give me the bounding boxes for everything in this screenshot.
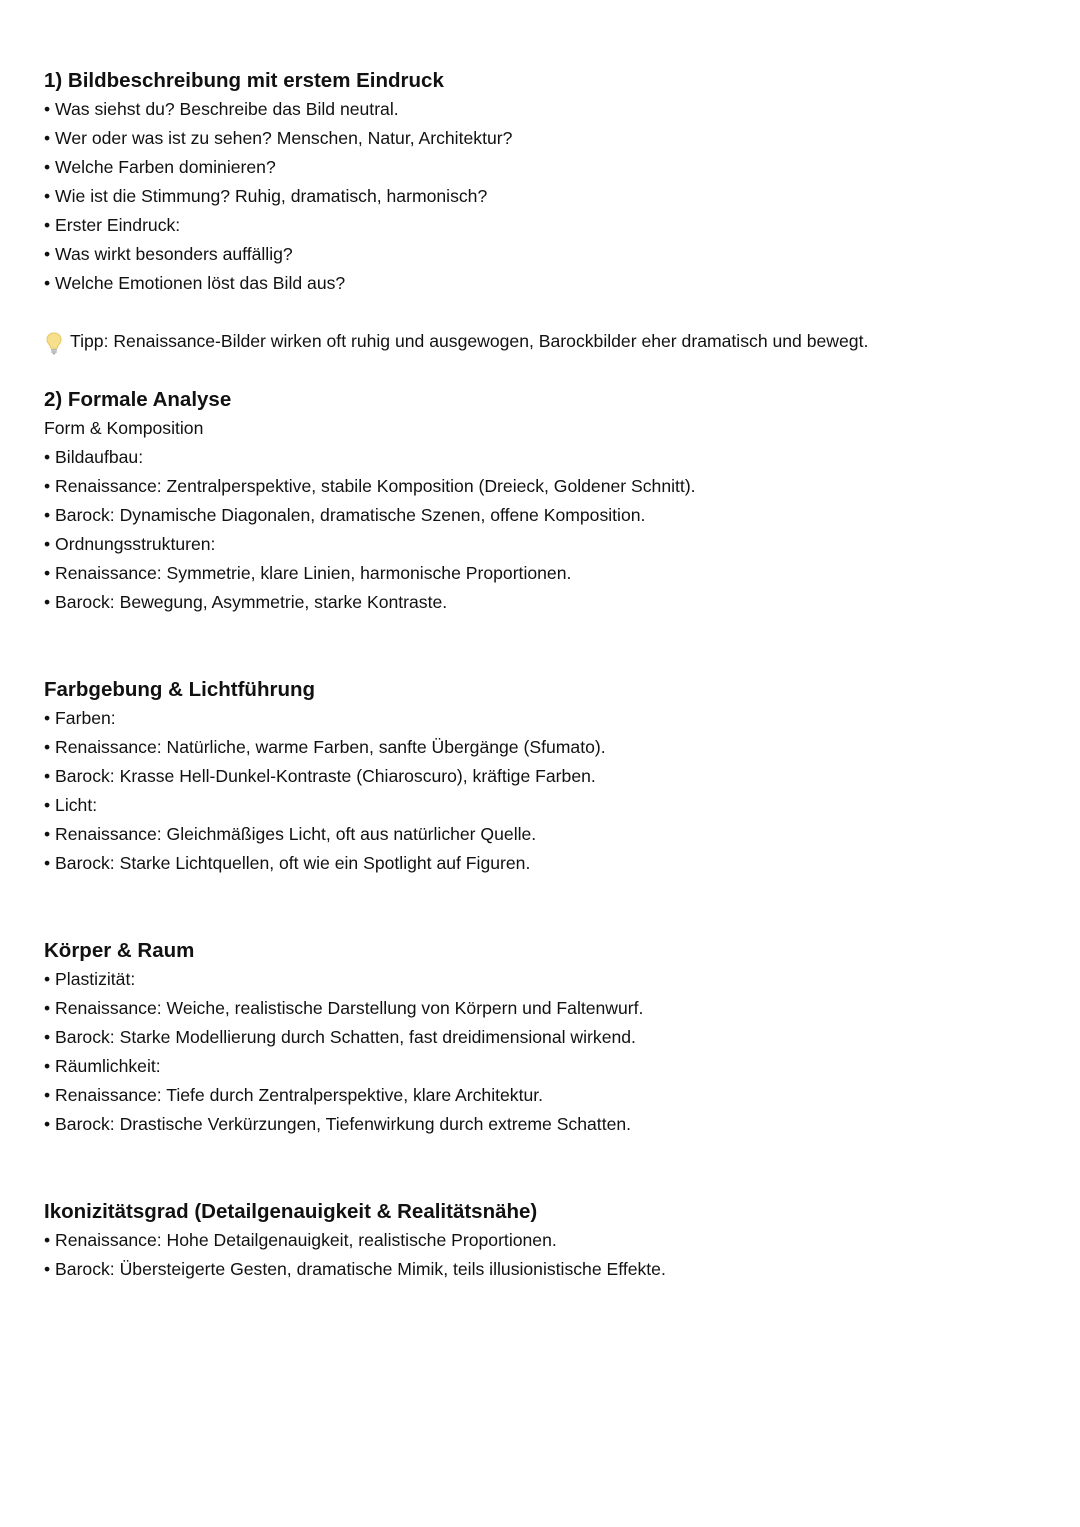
section-bildbeschreibung	[44, 66, 1044, 298]
list-item: • Was siehst du? Beschreibe das Bild neutral.	[44, 99, 399, 119]
tip-line	[44, 327, 1044, 356]
list-item: • Barock: Übersteigerte Gesten, dramatische Mimik, teils illusionistische Effekte.	[44, 1259, 666, 1279]
list-item: • Renaissance: Hohe Detailgenauigkeit, realistische Proportionen.	[44, 1230, 557, 1250]
section-heading: Farbgebung & Lichtführung	[44, 678, 316, 701]
list-item: • Barock: Starke Modellierung durch Schatten, fast dreidimensional wirkend.	[44, 1027, 636, 1047]
list-item: • Renaissance: Weiche, realistische Darstellung von Körpern und Faltenwurf.	[44, 998, 644, 1018]
list-item: • Plastizität:	[44, 969, 136, 989]
list-item: • Barock: Bewegung, Asymmetrie, starke Kontraste.	[44, 592, 448, 612]
spacer	[44, 1139, 1044, 1197]
list-item: • Renaissance: Symmetrie, klare Linien, harmonische Proportionen.	[44, 563, 572, 583]
list-item: • Wie ist die Stimmung? Ruhig, dramatisch, harmonisch?	[44, 186, 488, 206]
section-heading: Körper & Raum	[44, 939, 195, 962]
spacer	[44, 298, 1044, 327]
list-item: • Licht:	[44, 795, 98, 815]
list-item: • Barock: Krasse Hell-Dunkel-Kontraste (Chiaroscuro), kräftige Farben.	[44, 766, 596, 786]
section-heading: Ikonizitätsgrad (Detailgenauigkeit & Realitätsnähe)	[44, 1200, 538, 1223]
list-item: • Bildaufbau:	[44, 447, 144, 467]
list-item: • Barock: Dynamische Diagonalen, dramatische Szenen, offene Komposition.	[44, 505, 646, 525]
section-ikonizitaetsgrad	[44, 1197, 1044, 1284]
list-item: • Erster Eindruck:	[44, 215, 181, 235]
list-item: • Barock: Starke Lichtquellen, oft wie ein Spotlight auf Figuren.	[44, 853, 531, 873]
list-item: • Renaissance: Zentralperspektive, stabile Komposition (Dreieck, Goldener Schnitt).	[44, 476, 696, 496]
list-item: • Welche Emotionen löst das Bild aus?	[44, 273, 346, 293]
section-koerper-raum	[44, 936, 1044, 1139]
spacer	[44, 356, 1044, 385]
list-item: • Was wirkt besonders auffällig?	[44, 244, 293, 264]
section-heading: 2) Formale Analyse	[44, 388, 232, 411]
tip-text: Tipp: Renaissance-Bilder wirken oft ruhig und ausgewogen, Barockbilder eher dramatisch und bewegt.	[70, 331, 869, 351]
list-item: • Ordnungsstrukturen:	[44, 534, 216, 554]
list-item: • Renaissance: Gleichmäßiges Licht, oft aus natürlicher Quelle.	[44, 824, 537, 844]
section-farbgebung	[44, 675, 1044, 878]
list-item: • Farben:	[44, 708, 116, 728]
list-item: • Wer oder was ist zu sehen? Menschen, Natur, Architektur?	[44, 128, 513, 148]
list-item: • Welche Farben dominieren?	[44, 157, 276, 177]
list-item: • Barock: Drastische Verkürzungen, Tiefenwirkung durch extreme Schatten.	[44, 1114, 632, 1134]
section-subtitle: Form & Komposition	[44, 418, 204, 438]
document-page	[44, 66, 1044, 1284]
lightbulb-icon	[44, 331, 64, 355]
list-item: • Räumlichkeit:	[44, 1056, 161, 1076]
spacer	[44, 617, 1044, 675]
spacer	[44, 878, 1044, 936]
list-item: • Renaissance: Tiefe durch Zentralperspektive, klare Architektur.	[44, 1085, 544, 1105]
section-formale-analyse	[44, 385, 1044, 617]
section-heading: 1) Bildbeschreibung mit erstem Eindruck	[44, 69, 444, 92]
list-item: • Renaissance: Natürliche, warme Farben, sanfte Übergänge (Sfumato).	[44, 737, 606, 757]
